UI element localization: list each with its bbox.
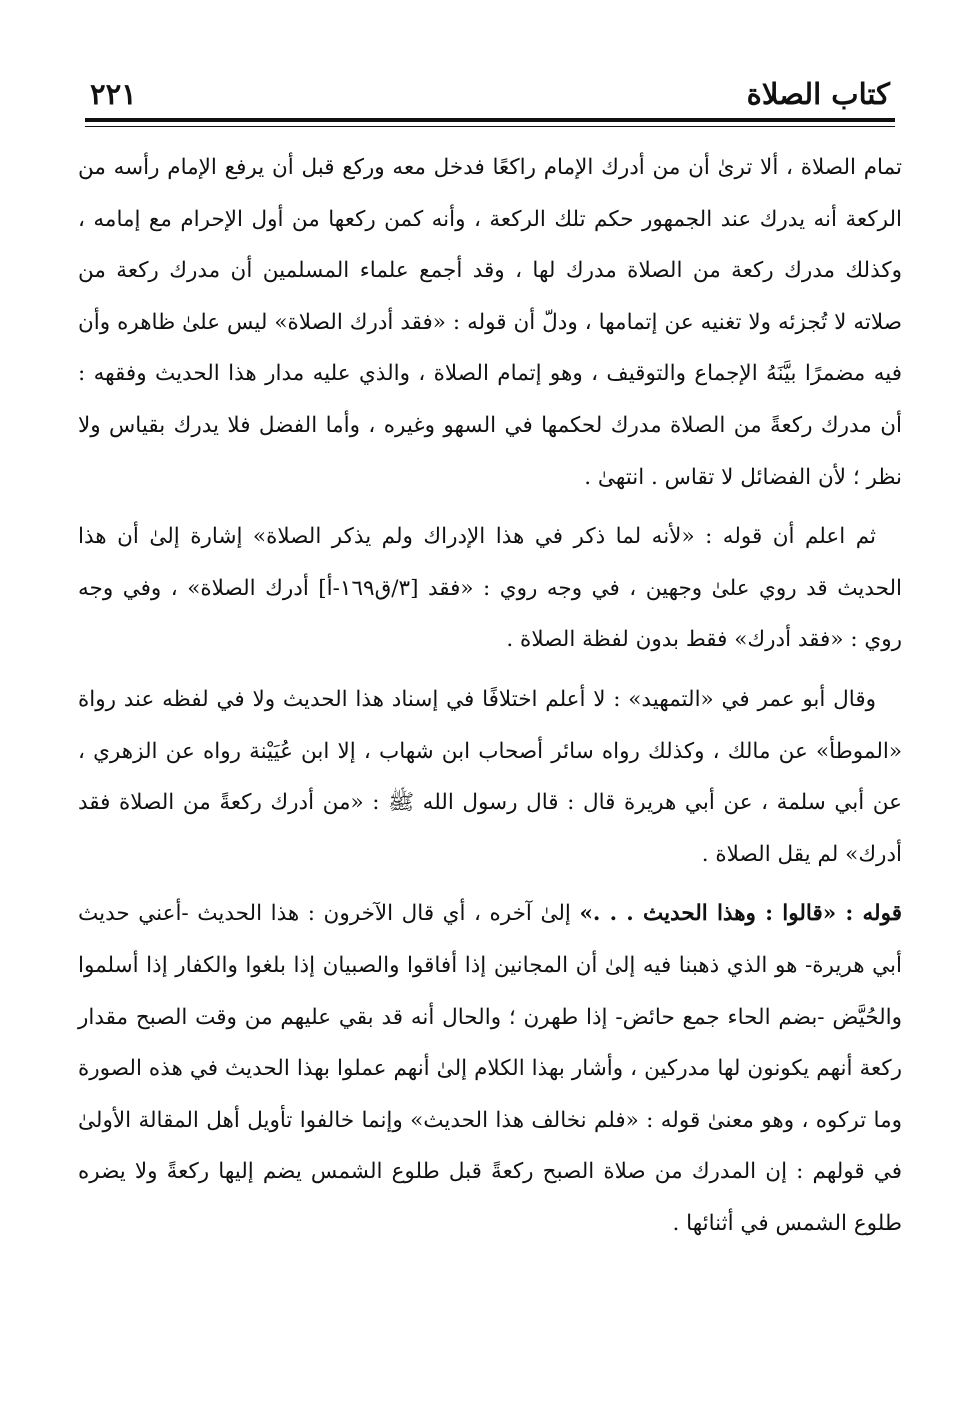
commentary-lemma: قوله : «قالوا : وهذا الحديث . . .» [579, 901, 902, 927]
paragraph [78, 511, 902, 666]
paragraph-text: إلىٰ آخره ، أي قال الآخرون : هذا الحديث -أعني حديث أبي هريرة- هو الذي ذهبنا فيه إلىٰ أن المجانين إذا أفاقوا والصبيان إذا بلغوا والكفار إذا أسلموا والحُيَّض -بضم الحاء جمع حائض- إذا طهرن ؛ والحال أنه قد بقي عليهم من وقت الصبح مقدار ركعة أنهم يكونون لها مدركين ، وأشار بهذا الكلام إلىٰ أنهم عملوا بهذا الحديث في هذه الصورة وما تركوه ، وهو معنىٰ قوله : «فلم نخالف هذا الحديث» وإنما خالفوا تأويل أهل المقالة الأولىٰ في قولهم : إن المدرك من صلاة الصبح ركعةً قبل طلوع الشمس يضم إليها ركعةً ولا يضره طلوع الشمس في أثنائها . [78, 901, 902, 1236]
page-number: ٢٢١ [90, 77, 137, 111]
paragraph-text: وقال أبو عمر في «التمهيد» : لا أعلم اختلافًا في إسناد هذا الحديث ولا في لفظه عند رواة «الموطأ» عن مالك ، وكذلك رواه سائر أصحاب ابن شهاب ، إلا ابن عُيَيْنة رواه عن الزهري ، عن أبي سلمة ، عن أبي هريرة قال : قال رسول الله ﷺ : «من أدرك ركعةً من الصلاة فقد أدرك» لم يقل الصلاة . [78, 686, 902, 867]
book-title: كتاب الصلاة [746, 77, 890, 111]
header-rule-thin [85, 126, 895, 127]
paragraph [78, 674, 902, 880]
paragraph [78, 888, 902, 1249]
header-rule-thick [85, 118, 895, 122]
text-body [78, 142, 902, 1249]
paragraph-text: تمام الصلاة ، ألا ترىٰ أن من أدرك الإمام راكعًا فدخل معه وركع قبل أن يرفع الإمام رأسه من الركعة أنه يدرك عند الجمهور حكم تلك الركعة ، وأنه كمن ركعها من أول الإحرام مع إمامه ، وكذلك مدرك ركعة من الصلاة مدرك لها ، وقد أجمع علماء المسلمين أن مدرك ركعة من صلاته لا تُجزئه ولا تغنيه عن إتمامها ، ودلّ أن قوله : «فقد أدرك الصلاة» ليس علىٰ ظاهره وأن فيه مضمرًا بيَّنَهُ الإجماع والتوقيف ، وهو إتمام الصلاة ، والذي عليه مدار هذا الحديث وفقهه : أن مدرك ركعةً من الصلاة مدرك لحكمها في السهو وغيره ، وأما الفضل فلا يدرك بقياس ولا نظر ؛ لأن الفضائل لا تقاس . انتهىٰ . [78, 155, 902, 490]
running-header [90, 70, 890, 116]
paragraph-text: ثم اعلم أن قوله : «لأنه لما ذكر في هذا الإدراك ولم يذكر الصلاة» إشارة إلىٰ أن هذا الحديث قد روي علىٰ وجهين ، في وجه روي : «فقد [٣/ق١٦٩-أ] أدرك الصلاة» ، وفي وجه روي : «فقد أدرك» فقط بدون لفظة الصلاة . [78, 524, 902, 653]
paragraph [78, 142, 902, 503]
